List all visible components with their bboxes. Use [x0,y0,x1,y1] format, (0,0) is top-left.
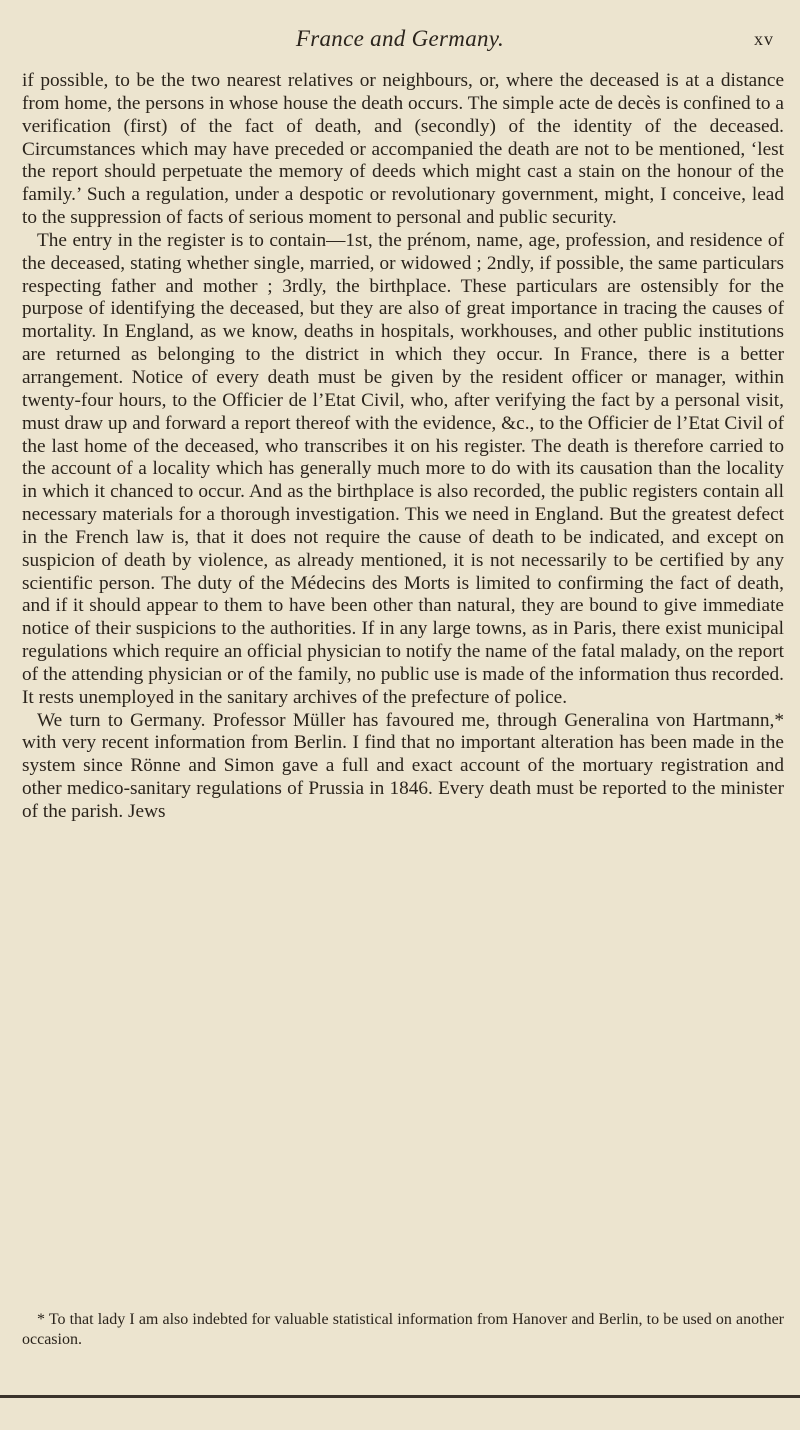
paragraph-1: if possible, to be the two nearest relatives or neighbours, or, where the deceased is at a distance from home, the persons in whose house the death occurs. The simple acte de decès is confined to a verification (first) of the fact of death, and (secondly) of the identity of the deceased. Circumstances which may have preceded or accompanied the death are not to be mentioned, ‘lest the report should perpetuate the memory of deeds which might cast a stain on the honour of the family.’ Such a regulation, under a despotic or revolutionary government, might, I conceive, lead to the suppression of facts of serious moment to personal and public security. [22,70,784,229]
page-number: xv [754,29,774,49]
paragraph-2: The entry in the register is to contain—1st, the prénom, name, age, profession, and residence of the deceased, stating whether single, married, or widowed ; 2ndly, if possible, the same particulars respecting father and mother ; 3rdly, the birthplace. These particulars are ostensibly for the purpose of identifying the deceased, but they are also of great importance in tracing the causes of mortality. In England, as we know, deaths in hospitals, workhouses, and other public institutions are returned as belonging to the district in which they occur. In France, there is a better arrangement. Notice of every death must be given by the resident officer or manager, within twenty-four hours, to the Officier de l’Etat Civil, who, after verifying the fact by a personal visit, must draw up and forward a report thereof with the evidence, &c., to the Officier de l’Etat Civil of the last home of the deceased, who transcribes it on his register. The death is therefore carried to the account of a locality which has generally much more to do with its causation than the locality in which it chanced to occur. And as the birthplace is also recorded, the public registers contain all necessary materials for a thorough investigation. This we need in England. But the greatest defect in the French law is, that it does not require the cause of death to be indicated, and except on suspicion of death by violence, as already mentioned, it is not necessarily to be certified by any scientific person. The duty of the Médecins des Morts is limited to confirming the fact of death, and if it should appear to them to have been other than natural, they are bound to give immediate notice of their suspicions to the authorities. If in any large towns, as in Paris, there exist municipal regulations which require an official physician to notify the name of the fatal malady, on the report of the attending physician or of the family, no public use is made of the information thus recorded. It rests unemployed in the sanitary archives of the prefecture of police. [22,229,784,708]
body-text [22,70,784,824]
footnote: * To that lady I am also indebted for valuable statistical information from Hanover and Berlin, to be used on another occasion. [22,1311,784,1348]
page-header [0,22,800,52]
paragraph-3: We turn to Germany. Professor Müller has favoured me, through Generalina von Hartmann,* with very recent information from Berlin. I find that no important alteration has been made in the system since Rönne and Simon gave a full and exact account of the mortuary registration and other medico-sanitary regulations of Prussia in 1846. Every death must be reported to the minister of the parish. Jews [22,709,784,822]
running-title: France and Germany. [295,26,505,51]
bottom-edge-rule [0,1395,800,1398]
